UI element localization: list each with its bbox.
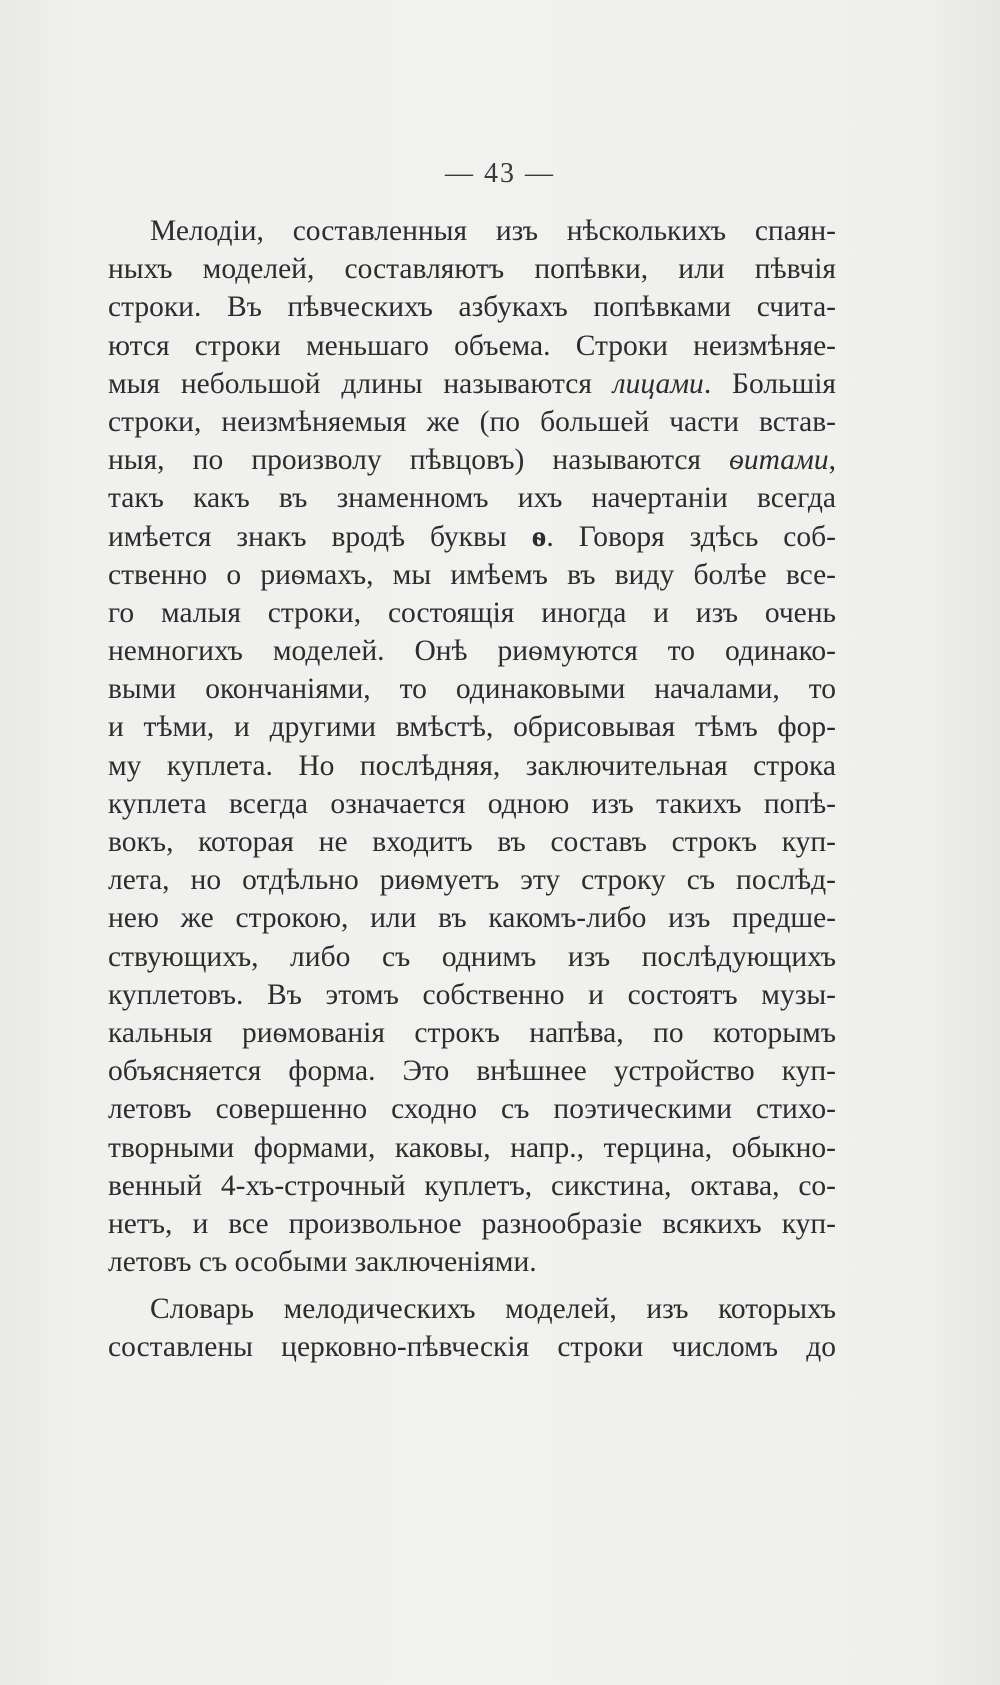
- paragraph: [108, 1290, 836, 1366]
- text-line: объясняется форма. Это внѣшнее устройство куп-: [108, 1055, 836, 1088]
- text-line: нею же строкою, или въ какомъ-либо изъ предше-: [108, 902, 836, 935]
- text-run: мыя небольшой длины называются: [108, 367, 613, 400]
- text-line: куплетовъ. Въ этомъ собственно и состоятъ музы-: [108, 978, 836, 1011]
- text-line: му куплета. Но послѣдняя, заключительная строка: [108, 749, 836, 782]
- text-line: немногихъ моделей. Онѣ риѳмуются то одинако-: [108, 635, 836, 668]
- text-line: летовъ совершенно сходно съ поэтическими стихо-: [108, 1093, 836, 1126]
- text-run: имѣется знакъ вродѣ буквы: [108, 520, 532, 553]
- paragraph: [108, 212, 836, 1281]
- text-run: . Говоря здѣсь соб-: [546, 520, 836, 553]
- text-run: ныя, по произволу пѣвцовъ) называются: [108, 444, 730, 477]
- text-line: лета, но отдѣльно риѳмуетъ эту строку съ послѣд-: [108, 864, 836, 897]
- text-line: летовъ съ особыми заключеніями.: [108, 1246, 537, 1279]
- text-line: ствующихъ, либо съ однимъ изъ послѣдующихъ: [108, 940, 836, 973]
- text-line: строки. Въ пѣвческихъ азбукахъ попѣвками счита-: [108, 291, 836, 324]
- text-line: нетъ, и все произвольное разнообразіе всякихъ куп-: [108, 1207, 836, 1240]
- text-line: кальныя риѳмованія строкъ напѣва, по которымъ: [108, 1016, 836, 1049]
- text-line: [108, 518, 836, 556]
- text-line: [108, 365, 836, 403]
- bold-letter: ѳ: [531, 520, 547, 553]
- text-line: ются строки меньшаго объема. Строки неизмѣняе-: [108, 329, 836, 362]
- text-line: [108, 441, 836, 479]
- text-line: Мелодіи, составленныя изъ нѣсколькихъ спаян-: [150, 215, 836, 247]
- text-line: Словарь мелодическихъ моделей, изъ которыхъ: [150, 1293, 836, 1326]
- text-line: ныхъ моделей, составляютъ попѣвки, или пѣвчія: [108, 253, 836, 286]
- text-line: строки, неизмѣняемыя же (по большей части встав-: [108, 405, 836, 438]
- text-line: венный 4-хъ-строчный куплетъ, сикстина, октава, со-: [108, 1169, 836, 1202]
- text-line: го малыя строки, состоящія иногда и изъ очень: [108, 596, 836, 629]
- text-line: выми окончаніями, то одинаковыми началами, то: [108, 673, 836, 706]
- text-line: куплета всегда означается одною изъ такихъ попѣ-: [108, 787, 836, 820]
- text-run: ,: [828, 444, 836, 477]
- text-line: вокъ, которая не входитъ въ составъ строкъ куп-: [108, 826, 836, 858]
- body-text: [108, 212, 836, 1367]
- italic-term: ѳитами: [729, 444, 829, 477]
- text-line: и тѣми, и другими вмѣстѣ, обрисовывая тѣмъ фор-: [108, 711, 836, 744]
- text-line: такъ какъ въ знаменномъ ихъ начертаніи всегда: [108, 482, 836, 515]
- italic-term: лицами: [612, 367, 704, 400]
- text-line: ственно о риѳмахъ, мы имѣемъ въ виду болѣе все-: [108, 558, 836, 591]
- text-line: творными формами, каковы, напр., терцина, обыкно-: [108, 1131, 836, 1164]
- text-line: составлены церковно-пѣвческія строки числомъ до: [108, 1331, 836, 1364]
- page-number: — 43 —: [445, 158, 555, 189]
- text-run: . Большія: [703, 367, 836, 400]
